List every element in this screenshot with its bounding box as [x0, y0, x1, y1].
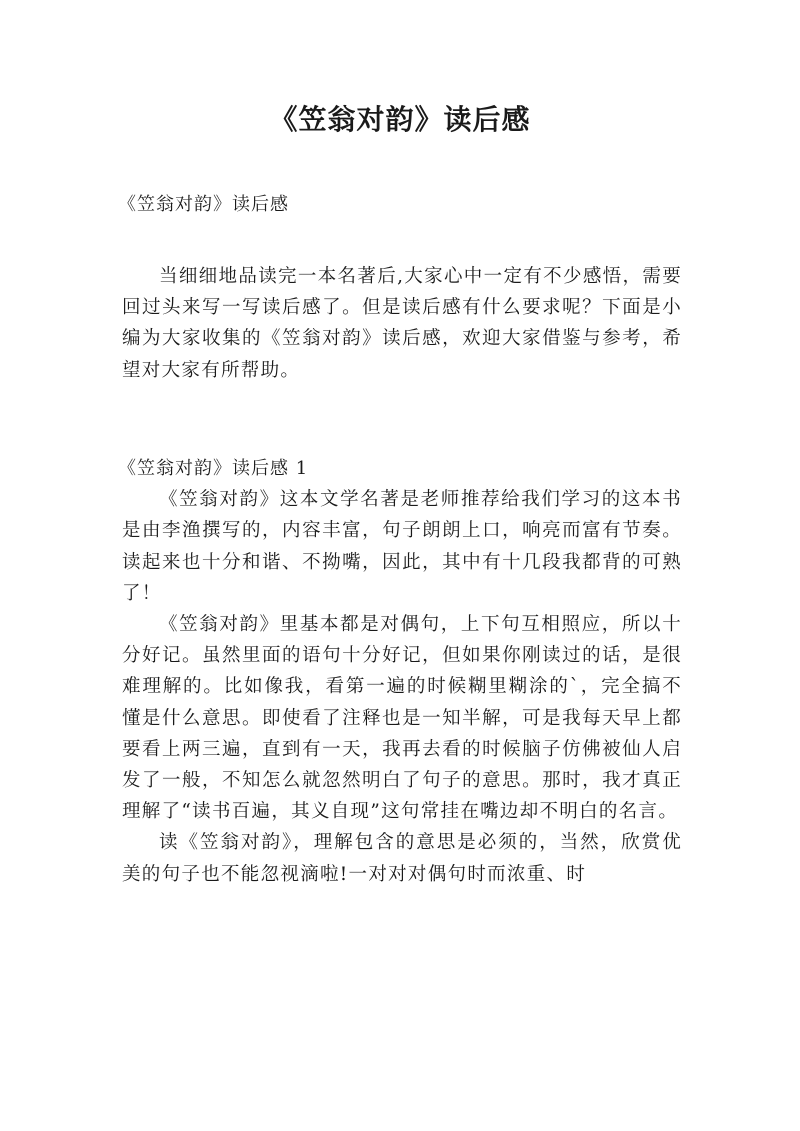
intro-paragraph: 当细细地品读完一本名著后,大家心中一定有不少感悟，需要回过头来写一写读后感了。但是读后感有什么要求呢？下面是小编为大家收集的《笠翁对韵》读后感，欢迎大家借鉴与参考，希望对大家有所帮助。: [122, 266, 682, 381]
intro-block: [122, 261, 682, 386]
document-subtitle: 《笠翁对韵》读后感: [118, 194, 289, 215]
section-heading: 《笠翁对韵》读后感 1: [118, 458, 309, 479]
body-paragraph: 《笠翁对韵》这本文学名著是老师推荐给我们学习的这本书是由李渔撰写的，内容丰富，句子朗朗上口，响亮而富有节奏。读起来也十分和谐、不拗嘴，因此，其中有十几段我都背的可熟了！: [122, 489, 682, 604]
body-paragraph: 读《笠翁对韵》，理解包含的意思是必须的，当然，欣赏优美的句子也不能忽视滴啦!一对对对偶句时而浓重、时: [122, 832, 682, 885]
section-1: [118, 453, 682, 890]
document-title: 《笠翁对韵》读后感: [269, 103, 531, 136]
body-paragraph: 《笠翁对韵》里基本都是对偶句，上下句互相照应，所以十分好记。虽然里面的语句十分好记，但如果你刚读过的话，是很难理解的。比如像我，看第一遍的时候糊里糊涂的`，完全搞不懂是什么意思。即使看了注释也是一知半解，可是我每天早上都要看上两三遍，直到有一天，我再去看的时候脑子仿佛被仙人启发了一般，不知怎么就忽然明白了句子的意思。那时，我才真正理解了“读书百遍，其义自现”这句常挂在嘴边却不明白的名言。: [122, 614, 682, 823]
